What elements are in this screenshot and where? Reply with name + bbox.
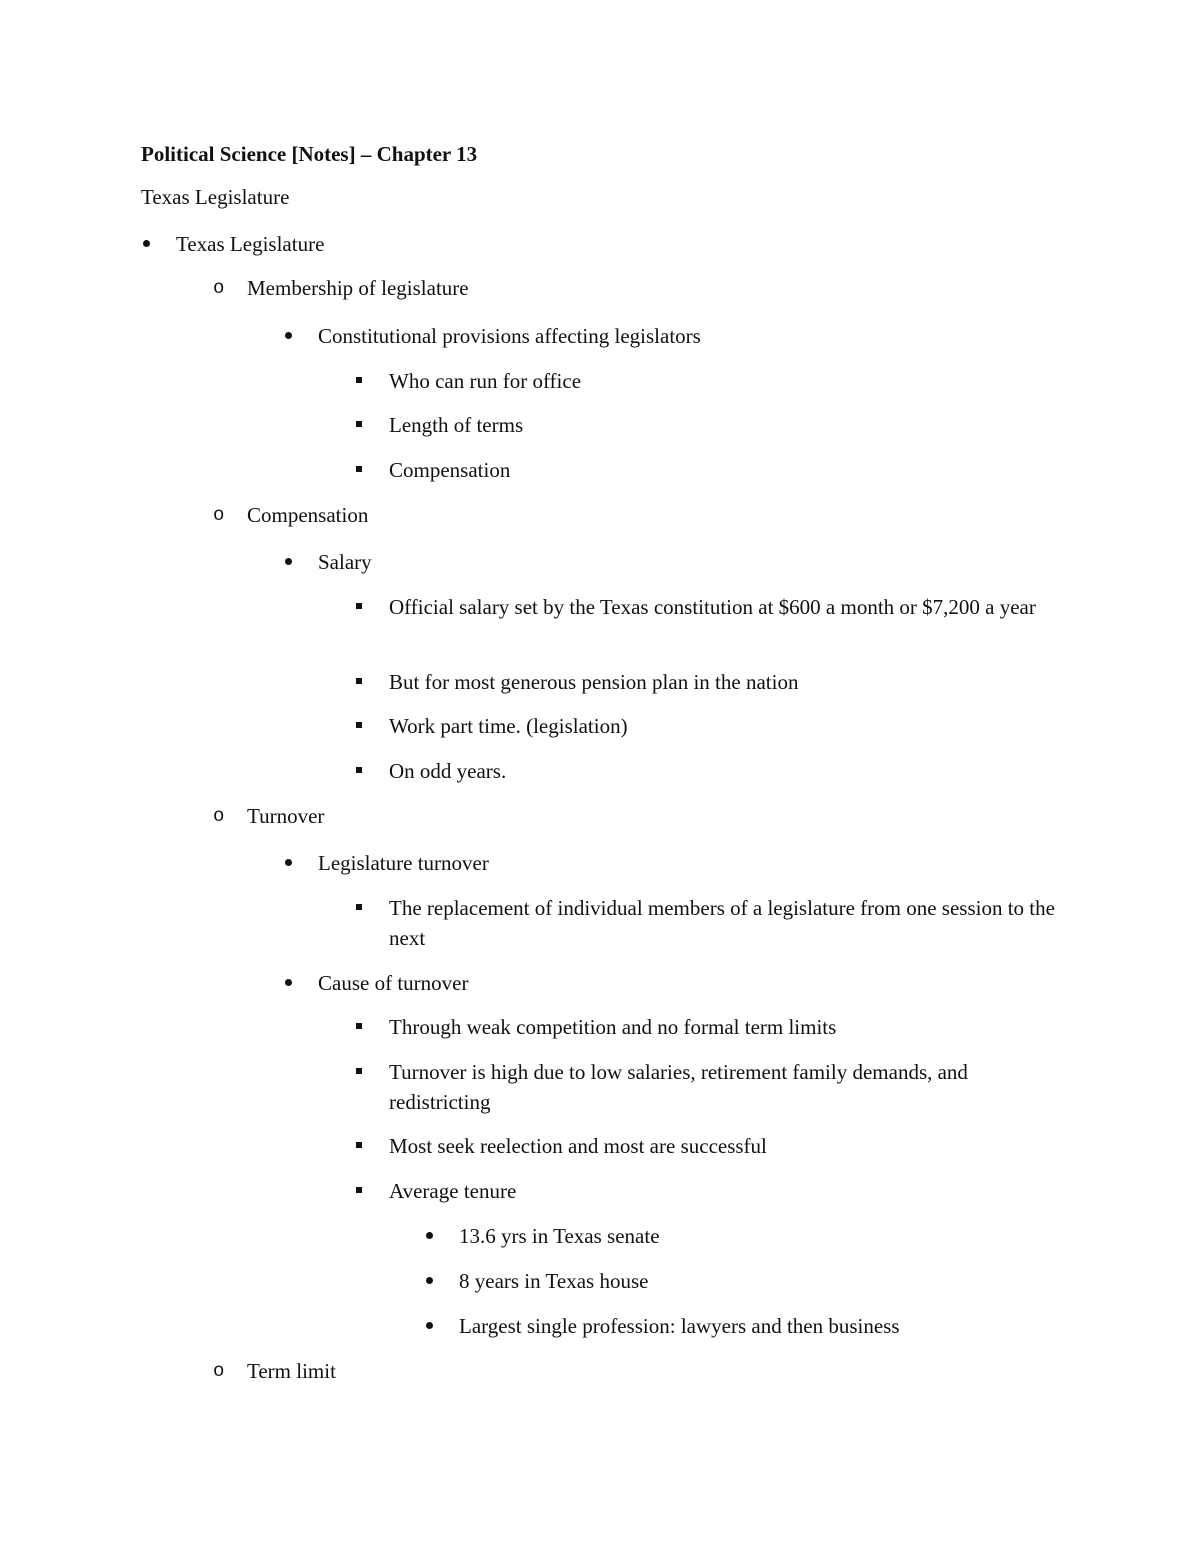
list-item: Work part time. (legislation) [389,711,628,741]
list-item: 13.6 yrs in Texas senate [459,1221,660,1251]
list-item: Compensation [389,455,510,485]
list-item: Through weak competition and no formal term limits [389,1012,836,1042]
list-item: Salary [318,547,372,577]
list-item: o Turnover [247,801,324,831]
list-item: But for most generous pension plan in the nation [389,667,798,697]
list-item: Constitutional provisions affecting legislators [318,321,701,351]
list-item: Largest single profession: lawyers and then business [459,1311,900,1341]
list-item: Cause of turnover [318,968,468,998]
list-item: o Compensation [247,500,368,530]
list-item: Length of terms [389,410,523,440]
document-title: Political Science [Notes] – Chapter 13 [141,142,478,166]
list-item: Turnover is high due to low salaries, retirement family demands, and redistricting [389,1057,1059,1117]
list-item: Texas Legislature [176,229,324,259]
list-item: Who can run for office [389,366,581,396]
list-item: On odd years. [389,756,506,786]
list-item: Legislature turnover [318,848,489,878]
list-item: Most seek reelection and most are successful [389,1131,767,1161]
list-item: Official salary set by the Texas constitution at $600 a month or $7,200 a year [389,592,1059,622]
list-item: 8 years in Texas house [459,1266,648,1296]
list-item: The replacement of individual members of a legislature from one session to the next [389,893,1059,953]
document-subtitle: Texas Legislature [141,185,290,209]
list-item: o Membership of legislature [247,273,469,303]
list-item: Average tenure [389,1176,516,1206]
list-item: o Term limit [247,1356,336,1386]
